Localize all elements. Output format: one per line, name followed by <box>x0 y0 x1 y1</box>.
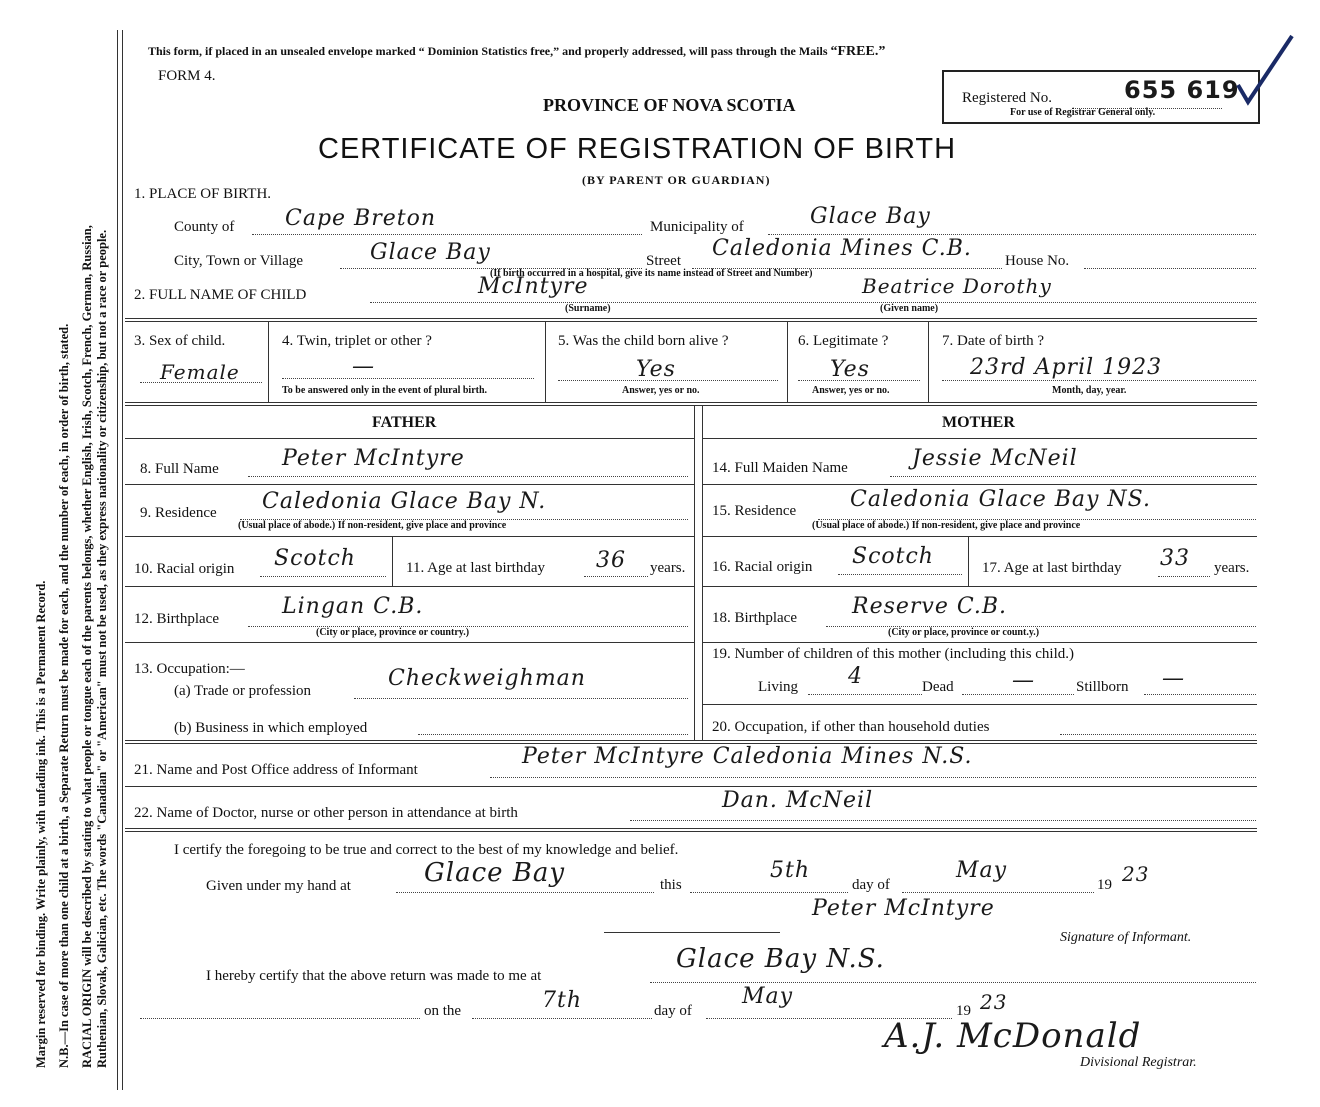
mother-residence-label: 15. Residence <box>712 503 797 519</box>
street-label: Street <box>646 253 681 269</box>
mother-heading-rule <box>702 438 1257 439</box>
trade-dots <box>354 698 688 699</box>
city-label: City, Town or Village <box>174 253 304 269</box>
row14-rule <box>702 484 1257 485</box>
legitimate-note: Answer, yes or no. <box>812 385 890 396</box>
county-label: County of <box>174 219 235 235</box>
trade-value: Checkweighman <box>388 666 586 691</box>
dob-value: 23rd April 1923 <box>970 355 1163 380</box>
dead-dots <box>962 694 1074 695</box>
on-the-label: on the <box>424 1003 462 1019</box>
mother-age-dots <box>1158 576 1210 577</box>
child-surname-value: McIntyre <box>478 274 589 299</box>
dead-label: Dead <box>922 679 954 695</box>
father-name-value: Peter McIntyre <box>282 446 465 471</box>
father-residence-label: 9. Residence <box>140 505 217 521</box>
mother-racial-value: Scotch <box>852 544 934 569</box>
row12-rule <box>125 642 694 643</box>
racial-age-divider-f <box>392 536 393 586</box>
mother-residence-note: (Usual place of abode.) If non-resident, give place and province <box>812 520 1081 531</box>
margin-rule-2 <box>122 30 123 1090</box>
stillborn-label: Stillborn <box>1076 679 1129 695</box>
registered-box <box>942 70 1260 124</box>
registrar-label: Divisional Registrar. <box>1080 1055 1197 1070</box>
children-count-label: 19. Number of children of this mother (including this child.) <box>712 646 1075 662</box>
racial-origin-note-1: RACIAL ORIGIN will be described by stating to what people or tongue each of the parents belongs, whether English, Irish, Scotch, French, German, Russian, <box>80 225 94 1068</box>
father-residence-note: (Usual place of abode.) If non-resident, give place and province <box>238 520 507 531</box>
parents-divider <box>694 406 695 740</box>
reg-day-dots <box>472 1018 652 1019</box>
mother-occupation-dots <box>1060 734 1256 735</box>
mother-racial-label: 16. Racial origin <box>712 559 813 575</box>
house-dots <box>1084 268 1256 269</box>
reg-year-prefix: 19 <box>956 1003 971 1019</box>
rule-after-name <box>125 318 1257 322</box>
municipality-label: Municipality of <box>650 219 744 235</box>
father-residence-value: Caledonia Glace Bay N. <box>262 489 547 514</box>
trade-label: (a) Trade or profession <box>174 683 312 699</box>
row10-rule <box>125 586 694 587</box>
father-age-dots <box>584 576 648 577</box>
reg-month-value: May <box>742 984 794 1009</box>
father-birthplace-label: 12. Birthplace <box>134 611 219 627</box>
signature-line <box>604 932 780 933</box>
informant-signature: Peter McIntyre <box>812 896 995 921</box>
child-name-label: 2. FULL NAME OF CHILD <box>134 287 307 303</box>
mother-heading: MOTHER <box>942 414 1015 431</box>
dob-note: Month, day, year. <box>1052 385 1127 396</box>
business-label: (b) Business in which employed <box>174 720 368 736</box>
father-racial-value: Scotch <box>274 546 356 571</box>
mother-birthplace-label: 18. Birthplace <box>712 610 797 626</box>
doctor-dots <box>630 820 1256 821</box>
business-dots <box>418 734 688 735</box>
col-divider-5-6 <box>787 322 788 402</box>
row9-rule <box>125 536 694 537</box>
registered-label: Registered No. <box>962 90 1052 106</box>
row16-rule <box>702 586 1257 587</box>
col-divider-6-7 <box>928 322 929 402</box>
hospital-note: (If birth occurred in a hospital, give its name instead of Street and Number) <box>490 268 813 279</box>
registrar-use-note: For use of Registrar General only. <box>1010 107 1156 118</box>
living-label: Living <box>758 679 798 695</box>
father-age-value: 36 <box>596 548 626 573</box>
cert-month-value: May <box>956 858 1008 883</box>
racial-origin-note-2: Ruthenian, Slovak, Galician, etc. The words "Canadian" or "American" must not be used, as they express nationality or citizenship, but not a race or people. <box>95 229 109 1068</box>
certificate-subtitle: (BY PARENT OR GUARDIAN) <box>582 173 771 187</box>
plural-birth-note: N.B.—In case of more than one child at a birth, a Separate Return must be made for each, and the number of each, in order of birth, stated. <box>57 323 71 1068</box>
registrar-place-value: Glace Bay N.S. <box>676 944 885 974</box>
reg-dayof-label: day of <box>654 1003 692 1019</box>
alive-note: Answer, yes or no. <box>622 385 700 396</box>
on-the-lead-dots <box>140 1018 420 1019</box>
mother-age-label: 17. Age at last birthday <box>982 560 1122 576</box>
dob-dots <box>942 380 1256 381</box>
mother-name-dots <box>890 476 1256 477</box>
given-label: Given under my hand at <box>206 878 351 894</box>
registrar-statement: I hereby certify that the above return was made to me at <box>206 968 542 984</box>
given-name-note: (Given name) <box>880 303 939 314</box>
margin-rule <box>117 30 118 1090</box>
father-birthplace-note: (City or place, province or country.) <box>316 627 470 638</box>
municipality-dots <box>768 234 1256 235</box>
cert-year-prefix: 19 <box>1097 877 1112 893</box>
stillborn-value: — <box>1162 666 1185 691</box>
house-label: House No. <box>1005 253 1070 269</box>
certificate-title: CERTIFICATE OF REGISTRATION OF BIRTH <box>318 133 957 165</box>
row21-rule <box>125 786 1257 787</box>
mother-birthplace-value: Reserve C.B. <box>852 594 1008 619</box>
doctor-value: Dan. McNeil <box>722 788 874 813</box>
twin-value: — <box>352 354 375 379</box>
cert-year-value: 23 <box>1122 862 1150 886</box>
row8-rule <box>125 484 694 485</box>
row18-rule <box>702 642 1257 643</box>
father-racial-label: 10. Racial origin <box>134 561 235 577</box>
rule-before-parents <box>125 402 1257 406</box>
county-dots <box>252 234 642 235</box>
father-heading-rule <box>125 438 694 439</box>
cert-day-value: 5th <box>770 858 811 883</box>
sex-label: 3. Sex of child. <box>134 333 226 349</box>
given-place-value: Glace Bay <box>424 858 566 888</box>
checkmark-icon <box>1230 30 1300 110</box>
rule-before-certification <box>125 828 1257 832</box>
mother-racial-dots <box>838 574 962 575</box>
signature-label: Signature of Informant. <box>1060 930 1192 945</box>
legitimate-value: Yes <box>830 357 870 382</box>
twin-label: 4. Twin, triplet or other ? <box>282 333 432 349</box>
mother-occupation-label: 20. Occupation, if other than household duties <box>712 719 990 735</box>
racial-age-divider-m <box>968 536 969 586</box>
mother-residence-value: Caledonia Glace Bay NS. <box>850 487 1151 512</box>
certify-statement: I certify the foregoing to be true and correct to the best of my knowledge and belief. <box>174 842 679 858</box>
form-number: FORM 4. <box>158 68 216 84</box>
binding-note: Margin reserved for binding. Write plainly, with unfading ink. This is a Permanent Record. <box>34 580 48 1068</box>
this-label: this <box>660 877 682 893</box>
doctor-label: 22. Name of Doctor, nurse or other person in attendance at birth <box>134 805 518 821</box>
reg-year-value: 23 <box>980 990 1008 1014</box>
stillborn-dots <box>1144 694 1256 695</box>
father-years-label: years. <box>650 560 686 576</box>
municipality-value: Glace Bay <box>810 204 931 229</box>
this-dots <box>690 892 848 893</box>
sex-value: Female <box>160 360 240 384</box>
reg-day-value: 7th <box>542 988 583 1013</box>
row15-rule <box>702 536 1257 537</box>
alive-value: Yes <box>636 357 676 382</box>
given-dots <box>396 892 654 893</box>
place-of-birth-label: 1. PLACE OF BIRTH. <box>134 186 272 202</box>
mother-birthplace-note: (City or place, province or count.y.) <box>888 627 1040 638</box>
surname-note: (Surname) <box>565 303 611 314</box>
informant-dots <box>490 777 1256 778</box>
child-name-dots <box>370 302 1256 303</box>
father-name-label: 8. Full Name <box>140 461 219 477</box>
mother-name-value: Jessie McNeil <box>912 446 1078 471</box>
registered-number: 655 619 <box>1124 76 1240 104</box>
cert-dayof-label: day of <box>852 877 890 893</box>
city-value: Glace Bay <box>370 240 491 265</box>
twin-note: To be answered only in the event of plural birth. <box>282 385 488 396</box>
father-age-label: 11. Age at last birthday <box>406 560 545 576</box>
mother-name-label: 14. Full Maiden Name <box>712 460 848 476</box>
informant-label: 21. Name and Post Office address of Informant <box>134 762 418 778</box>
col-divider-3-4 <box>268 322 269 402</box>
dob-label: 7. Date of birth ? <box>942 333 1045 349</box>
row19-rule <box>702 704 1257 705</box>
registrar-signature: A.J. McDonald <box>884 1016 1142 1056</box>
registrar-place-dots <box>650 982 1256 983</box>
mail-notice: This form, if placed in an unsealed envelope marked “ Dominion Statistics free,” and properly addressed, will pass through the Mails “FREE.” <box>148 44 886 59</box>
informant-value: Peter McIntyre Caledonia Mines N.S. <box>522 744 973 769</box>
street-value: Caledonia Mines C.B. <box>712 236 972 261</box>
child-given-value: Beatrice Dorothy <box>862 274 1052 298</box>
legitimate-label: 6. Legitimate ? <box>798 333 889 349</box>
father-heading: FATHER <box>372 414 437 431</box>
county-value: Cape Breton <box>285 206 437 231</box>
col-divider-4-5 <box>545 322 546 402</box>
living-value: 4 <box>848 664 863 689</box>
cert-month-dots <box>902 892 1094 893</box>
father-name-dots <box>248 476 688 477</box>
living-dots <box>808 694 922 695</box>
father-racial-dots <box>260 576 386 577</box>
mother-age-value: 33 <box>1160 546 1190 571</box>
occupation-label: 13. Occupation:— <box>134 661 245 677</box>
parents-divider-2 <box>702 406 703 740</box>
province-heading: PROVINCE OF NOVA SCOTIA <box>543 95 796 115</box>
father-birthplace-value: Lingan C.B. <box>282 594 424 619</box>
dead-value: — <box>1012 668 1035 693</box>
alive-label: 5. Was the child born alive ? <box>558 333 729 349</box>
twin-dots <box>282 378 534 379</box>
mother-years-label: years. <box>1214 560 1250 576</box>
